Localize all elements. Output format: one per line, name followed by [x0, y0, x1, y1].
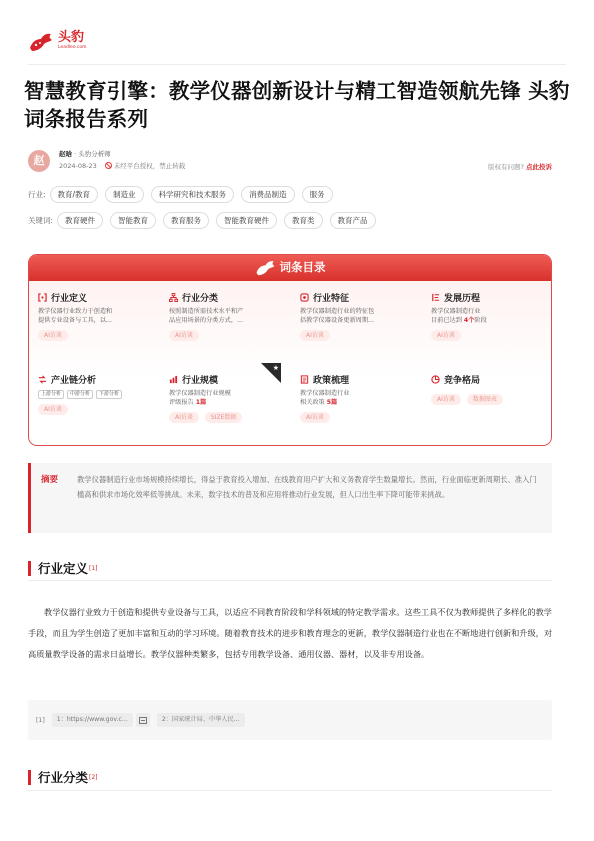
reference-number: [1]	[36, 716, 45, 724]
toc-item-policy[interactable]	[291, 363, 422, 445]
section-divider	[28, 790, 552, 791]
star-icon: ★	[272, 364, 279, 372]
ai-interview-chip[interactable]: AI访谈	[300, 412, 330, 423]
brand-name: 头豹	[58, 30, 85, 45]
toc-item-desc: 教学仪器制造行业的特征包 括教学仪器设备更新周期...	[300, 308, 375, 324]
reference-link[interactable]: 1：https://www.gov.c...	[52, 713, 133, 727]
publish-date: 2024-08-23	[59, 162, 97, 170]
toc-item-features[interactable]	[291, 281, 422, 363]
desc-text: 教学仪器制造行业规模 评级报告	[169, 390, 231, 406]
copyright-question: 版权有问题?	[488, 163, 524, 171]
toc-title: 词条目录	[279, 260, 326, 274]
toc-item-classification[interactable]	[160, 281, 291, 363]
desc-text: 教学仪器制造行业 相关政策	[300, 390, 350, 406]
timeline-icon	[431, 293, 440, 302]
ai-interview-chip[interactable]: AI访谈	[169, 330, 199, 341]
data-chart-chip[interactable]: 数据图表	[467, 394, 503, 405]
highlight-count: 1篇	[195, 399, 207, 406]
toc-item-label: 行业定义	[51, 293, 88, 304]
keyword-tag[interactable]: 教育产品	[330, 212, 376, 229]
author-bar	[28, 150, 552, 176]
midstream-tag[interactable]: 中游分析	[67, 390, 93, 399]
desc-text: 教学仪器制造行业 目前已达到	[431, 308, 481, 324]
toc-item-desc	[300, 389, 418, 407]
brand-domain: Leadleo.com	[58, 45, 87, 50]
keyword-tags	[28, 212, 383, 229]
brand-logo[interactable]	[28, 30, 87, 52]
author-name[interactable]: 赵晗	[59, 150, 72, 158]
leopard-logo-icon	[255, 258, 277, 276]
footnote-ref[interactable]: [2]	[89, 773, 98, 781]
toc-item-chain[interactable]	[29, 363, 160, 445]
summary-box	[28, 463, 552, 533]
header-divider	[28, 64, 566, 65]
toc-item-label: 行业特征	[313, 293, 350, 304]
author-role: · 头豹分析师	[74, 150, 111, 158]
industry-tag[interactable]: 科学研究和技术服务	[151, 186, 235, 203]
section-accent-bar	[28, 770, 31, 785]
upstream-tag[interactable]: 上游分析	[38, 390, 64, 399]
highlight-count: 4个	[463, 317, 475, 324]
keyword-tag[interactable]: 教育类	[284, 212, 323, 229]
toc-item-label: 行业分类	[182, 293, 219, 304]
toc-item-label: 发展历程	[444, 293, 481, 304]
industry-tags	[28, 186, 340, 203]
toc-item-label: 竞争格局	[444, 375, 481, 386]
size-data-chip[interactable]: SIZE数据	[205, 412, 242, 423]
pie-icon	[431, 375, 440, 384]
section-accent-bar	[28, 561, 31, 576]
author-name-line	[59, 150, 111, 159]
bars-icon	[169, 375, 178, 384]
toc-item-label: 产业链分析	[51, 375, 97, 386]
section-heading-classification	[28, 768, 98, 786]
ai-interview-chip[interactable]: AI访谈	[300, 330, 330, 341]
section-title: 行业分类	[38, 770, 89, 785]
downstream-tag[interactable]: 下游分析	[96, 390, 122, 399]
toc-item-desc: 按照制造所需技术水平和产 品应用场景的分类方式，...	[169, 308, 244, 324]
copyright-report	[488, 162, 552, 171]
industry-label: 行业:	[28, 190, 46, 199]
footnote-ref[interactable]: [1]	[89, 564, 98, 572]
keyword-tag[interactable]: 智能教育	[110, 212, 156, 229]
author-meta	[59, 162, 185, 171]
summary-label: 摘要	[41, 475, 59, 485]
toc-grid	[29, 281, 551, 445]
ban-icon	[105, 162, 112, 169]
ai-interview-chip[interactable]: AI访谈	[431, 330, 461, 341]
industry-tag[interactable]: 制造业	[105, 186, 144, 203]
toc-item-history[interactable]	[422, 281, 552, 363]
toc-panel	[28, 254, 552, 446]
avatar[interactable]: 赵	[28, 150, 50, 172]
industry-tag[interactable]: 教育/教育	[50, 186, 99, 203]
keyword-tag[interactable]: 教育硬件	[57, 212, 103, 229]
ai-interview-chip[interactable]: AI访谈	[169, 412, 199, 423]
section-heading-definition	[28, 559, 98, 577]
hierarchy-icon	[169, 293, 178, 302]
keyword-tag[interactable]: 教育服务	[163, 212, 209, 229]
complaint-link[interactable]: 点此投诉	[526, 163, 552, 171]
highlight-count: 5篇	[326, 399, 338, 406]
toc-item-label: 行业规模	[182, 375, 219, 386]
bracket-icon	[38, 293, 47, 302]
toc-item-label: 政策梳理	[313, 375, 350, 386]
page-title: 智慧教育引擎：教学仪器创新设计与精工智造领航先锋 头豹词条报告系列	[24, 79, 570, 131]
copyright-notice: 未经平台授权，禁止转载	[113, 162, 186, 170]
toc-item-competition[interactable]	[422, 363, 552, 445]
toc-header	[29, 255, 551, 281]
references-box	[28, 700, 552, 740]
leopard-logo-icon	[28, 30, 54, 52]
toc-item-desc	[169, 389, 287, 407]
section-title: 行业定义	[38, 561, 89, 576]
keywords-label: 关键词:	[28, 216, 54, 225]
toc-item-definition[interactable]	[29, 281, 160, 363]
chain-icon	[38, 375, 47, 384]
toc-item-desc: 教学仪器行业致力于创造和 提供专业设备与工具，以...	[38, 308, 113, 324]
cycle-icon	[300, 293, 309, 302]
copy-icon[interactable]	[136, 713, 150, 727]
industry-tag[interactable]: 服务	[302, 186, 333, 203]
ai-interview-chip[interactable]: AI访谈	[38, 404, 68, 415]
summary-text: 教学仪器制造行业市场规模持续增长，得益于教育投入增加、在线教育用户扩大和义务教育学生数量增长。然而，行业面临更新周期长、准入门槛高和供求市场化效率低等挑战。未来，数字技术的普及和应用将推动行业发展，但人口出生率下降可能带来挑战。	[77, 475, 537, 499]
toc-item-scale[interactable]	[160, 363, 291, 445]
toc-header-title	[255, 258, 326, 276]
desc-text: 阶段	[474, 317, 487, 324]
keyword-tag[interactable]: 智能教育硬件	[216, 212, 277, 229]
ai-interview-chip[interactable]: AI访谈	[38, 330, 68, 341]
ai-interview-chip[interactable]: AI访谈	[431, 394, 461, 405]
doc-icon	[300, 375, 309, 384]
industry-tag[interactable]: 消费品制造	[241, 186, 295, 203]
section-divider	[28, 580, 552, 581]
definition-paragraph: 教学仪器行业致力于创造和提供专业设备与工具，以适应不同教育阶段和学科领域的特定教学需求。这些工具不仅为教师提供了多样化的教学手段，而且为学生创造了更加丰富和互动的学习环境。随着教育技术的进步和教育理念的更新，教学仪器制造行业也在不断地进行创新和升级，对高质量教学设备的需求日益增长。教学仪器种类繁多，包括专用教学设备、通用仪器、器材，以及非专用设备。	[28, 607, 553, 659]
reference-link[interactable]: 2：国家统计局、中华人民...	[157, 713, 245, 727]
toc-item-desc	[431, 307, 549, 325]
